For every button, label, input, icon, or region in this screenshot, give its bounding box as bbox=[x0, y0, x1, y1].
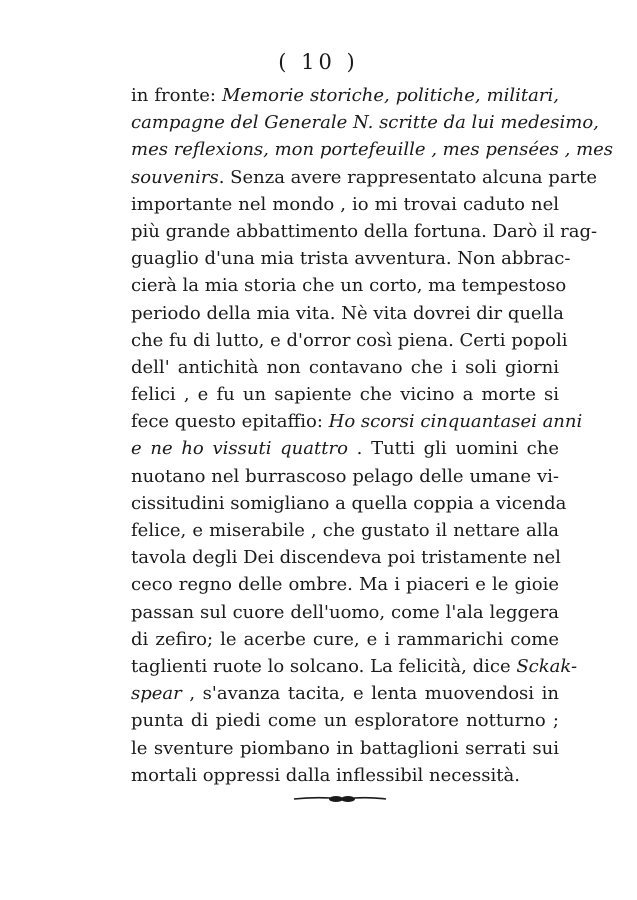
body-text bbox=[131, 82, 614, 789]
text-segment: felice, e miserabile , che gustato il nettare alla bbox=[131, 520, 559, 541]
ornament-center-left bbox=[329, 796, 343, 802]
text-line bbox=[131, 517, 559, 544]
text-segment: le sventure piombano in battaglioni serrati sui bbox=[131, 737, 559, 759]
text-segment: tavola degli Dei discendeva poi tristamente nel bbox=[131, 547, 561, 569]
text-line bbox=[131, 490, 567, 517]
text-line bbox=[131, 82, 559, 109]
text-segment: passan sul cuore dell'uomo, come l'ala leggera bbox=[131, 601, 559, 623]
text-segment: dell' antichità non contavano che i soli giorni bbox=[131, 356, 559, 378]
ornament-center-right bbox=[341, 796, 355, 802]
text-segment: cierà la mia storia che un corto, ma tempestoso bbox=[131, 275, 567, 297]
text-line bbox=[131, 707, 559, 734]
text-segment: . Tutti gli uomini che bbox=[347, 438, 559, 460]
text-segment: ceco regno delle ombre. Ma i piaceri e le gioie bbox=[131, 574, 559, 596]
text-line bbox=[131, 435, 559, 462]
text-segment: taglienti ruote lo solcano. La felicità, dice bbox=[131, 655, 517, 677]
text-segment: più grande abbattimento della fortuna. Darò il rag- bbox=[131, 220, 598, 242]
text-line bbox=[131, 762, 559, 789]
text-segment: periodo della mia vita. Nè vita dovrei dir quella bbox=[131, 302, 564, 324]
text-line bbox=[131, 626, 559, 653]
text-line bbox=[131, 599, 559, 626]
text-line bbox=[131, 327, 568, 354]
text-segment: che fu di lutto, e d'orror così piena. Certi popoli bbox=[131, 329, 568, 351]
text-segment: cissitudini somigliano a quella coppia a vicenda bbox=[131, 492, 567, 514]
text-segment: mortali oppressi dalla inflessibil necessità. bbox=[131, 764, 520, 786]
text-line bbox=[131, 109, 599, 136]
text-line bbox=[131, 408, 583, 435]
text-segment: di zefiro; le acerbe cure, e i rammarichi come bbox=[131, 628, 559, 650]
text-line bbox=[131, 136, 614, 163]
text-line bbox=[131, 544, 559, 571]
italic-text: Sckak- bbox=[516, 655, 578, 677]
ornament-line-right bbox=[354, 798, 386, 799]
text-segment: . Senza avere rappresentato alcuna parte bbox=[218, 166, 598, 188]
text-segment: guaglio d'una mia trista avventura. Non abbrac- bbox=[131, 248, 571, 270]
text-line bbox=[131, 245, 571, 272]
text-line bbox=[131, 735, 559, 762]
italic-text: campagne del Generale N. scritte da lui medesimo, bbox=[131, 112, 599, 134]
text-line bbox=[131, 218, 598, 245]
ornament-line-left bbox=[294, 798, 330, 799]
text-line bbox=[131, 272, 567, 299]
text-line bbox=[131, 191, 559, 218]
text-line bbox=[131, 653, 578, 680]
text-segment: felici , e fu un sapiente che vicino a morte si bbox=[131, 384, 559, 406]
italic-text: mes reflexions, mon portefeuille , mes pensées , mes bbox=[131, 139, 614, 161]
text-segment: importante nel mondo , io mi trovai caduto nel bbox=[131, 193, 559, 215]
text-segment: fece questo epitaffio: bbox=[131, 411, 329, 433]
italic-text: Memorie storiche, politiche, militari, bbox=[221, 85, 559, 106]
text-line bbox=[131, 680, 559, 707]
ornament-divider bbox=[292, 792, 388, 806]
italic-text: spear bbox=[131, 683, 182, 705]
text-segment: in fronte: bbox=[131, 85, 222, 106]
text-line bbox=[131, 571, 559, 598]
italic-text: e ne ho vissuti quattro bbox=[131, 438, 348, 460]
text-segment: nuotano nel burrascoso pelago delle umane vi- bbox=[131, 465, 559, 487]
text-line bbox=[131, 300, 564, 327]
page-number: ( 10 ) bbox=[278, 50, 359, 74]
italic-text: souvenirs bbox=[131, 166, 219, 188]
italic-text: Ho scorsi cinquantasei anni bbox=[328, 411, 583, 433]
text-line bbox=[131, 463, 559, 490]
text-segment: , s'avanza tacita, e lenta muovendosi in bbox=[181, 683, 559, 705]
text-segment: punta di piedi come un esploratore notturno ; bbox=[131, 710, 559, 732]
text-line bbox=[131, 354, 559, 381]
text-line bbox=[131, 381, 559, 408]
text-line bbox=[131, 164, 598, 191]
